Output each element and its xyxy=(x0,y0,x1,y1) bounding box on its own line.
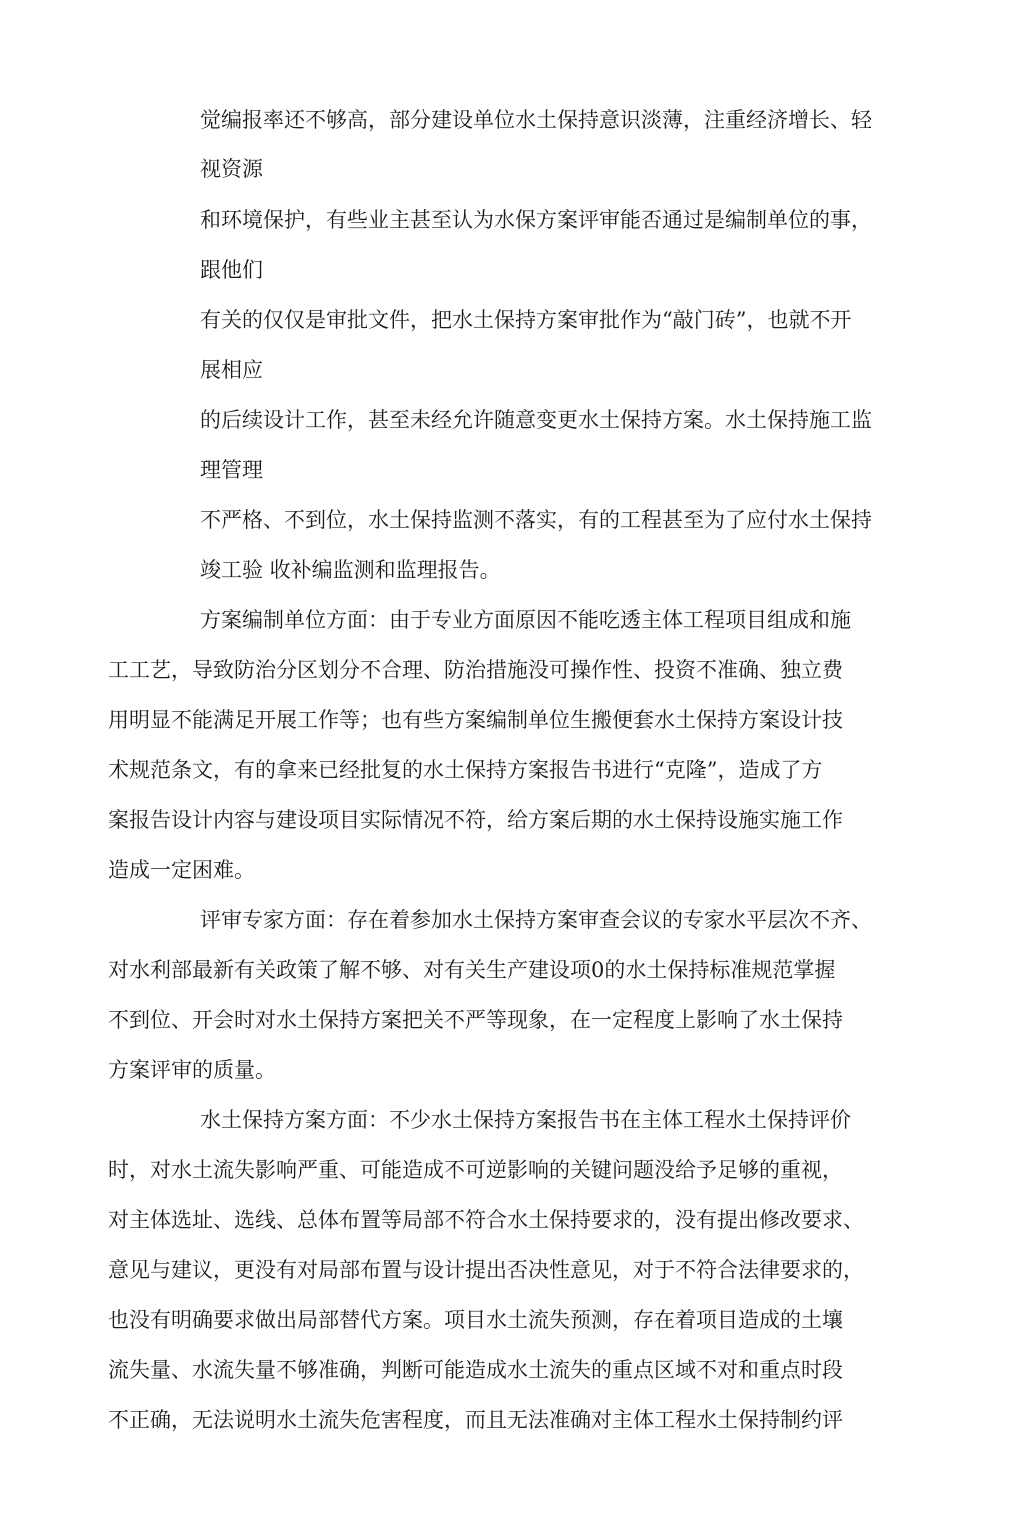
text-line: 对水利部最新有关政策了解不够、对有关生产建设项0的水土保持标准规范掌握 xyxy=(108,958,836,982)
text-line: 也没有明确要求做出局部替代方案。项目水土流失预测，存在着项目造成的土壤 xyxy=(108,1308,843,1332)
text-line: 对主体选址、选线、总体布置等局部不符合水土保持要求的，没有提出修改要求、 xyxy=(108,1208,864,1232)
text-line: 术规范条文，有的拿来已经批复的水土保持方案报告书进行“克隆”，造成了方 xyxy=(108,758,823,782)
text-line: 造成一定困难。 xyxy=(108,858,255,882)
paragraph-start: 评审专家方面：存在着参加水土保持方案审查会议的专家水平层次不齐、 xyxy=(200,908,872,932)
text-line: 跟他们 xyxy=(200,258,263,282)
text-line: 方案评审的质量。 xyxy=(108,1058,276,1082)
text-line: 用明显不能满足开展工作等；也有些方案编制单位生搬便套水土保持方案设计技 xyxy=(108,708,843,732)
text-line: 不到位、开会时对水土保持方案把关不严等现象，在一定程度上影响了水土保持 xyxy=(108,1008,843,1032)
text-line: 竣工验 收补编监测和监理报告。 xyxy=(200,558,501,582)
text-line: 时，对水土流失影响严重、可能造成不可逆影响的关键问题没给予足够的重视， xyxy=(108,1158,843,1182)
text-line: 有关的仅仅是审批文件，把水土保持方案审批作为“敲门砖”，也就不开 xyxy=(200,308,852,332)
text-line: 意见与建议，更没有对局部布置与设计提出否决性意见，对于不符合法律要求的， xyxy=(108,1258,864,1282)
text-line: 和环境保护，有些业主甚至认为水保方案评审能否通过是编制单位的事， xyxy=(200,208,872,232)
text-line: 视资源 xyxy=(200,157,263,181)
text-line: 流失量、水流失量不够准确，判断可能造成水土流失的重点区域不对和重点时段 xyxy=(108,1358,843,1382)
text-line: 觉编报率还不够高，部分建设单位水土保持意识淡薄，注重经济增长、轻 xyxy=(200,108,872,132)
text-line: 不正确，无法说明水土流失危害程度，而且无法准确对主体工程水土保持制约评 xyxy=(108,1408,843,1432)
paragraph-start: 水土保持方案方面：不少水土保持方案报告书在主体工程水土保持评价 xyxy=(200,1108,851,1132)
text-line: 工工艺，导致防治分区划分不合理、防治措施没可操作性、投资不准确、独立费 xyxy=(108,658,843,682)
text-line: 理管理 xyxy=(200,458,263,482)
paragraph-start: 方案编制单位方面：由于专业方面原因不能吃透主体工程项目组成和施 xyxy=(200,608,851,632)
text-line: 的后续设计工作，甚至未经允许随意变更水土保持方案。水土保持施工监 xyxy=(200,408,872,432)
text-line: 展相应 xyxy=(200,358,263,382)
text-line: 不严格、不到位，水土保持监测不落实，有的工程甚至为了应付水土保持 xyxy=(200,508,872,532)
text-line: 案报告设计内容与建设项目实际情况不符，给方案后期的水土保持设施实施工作 xyxy=(108,808,843,832)
